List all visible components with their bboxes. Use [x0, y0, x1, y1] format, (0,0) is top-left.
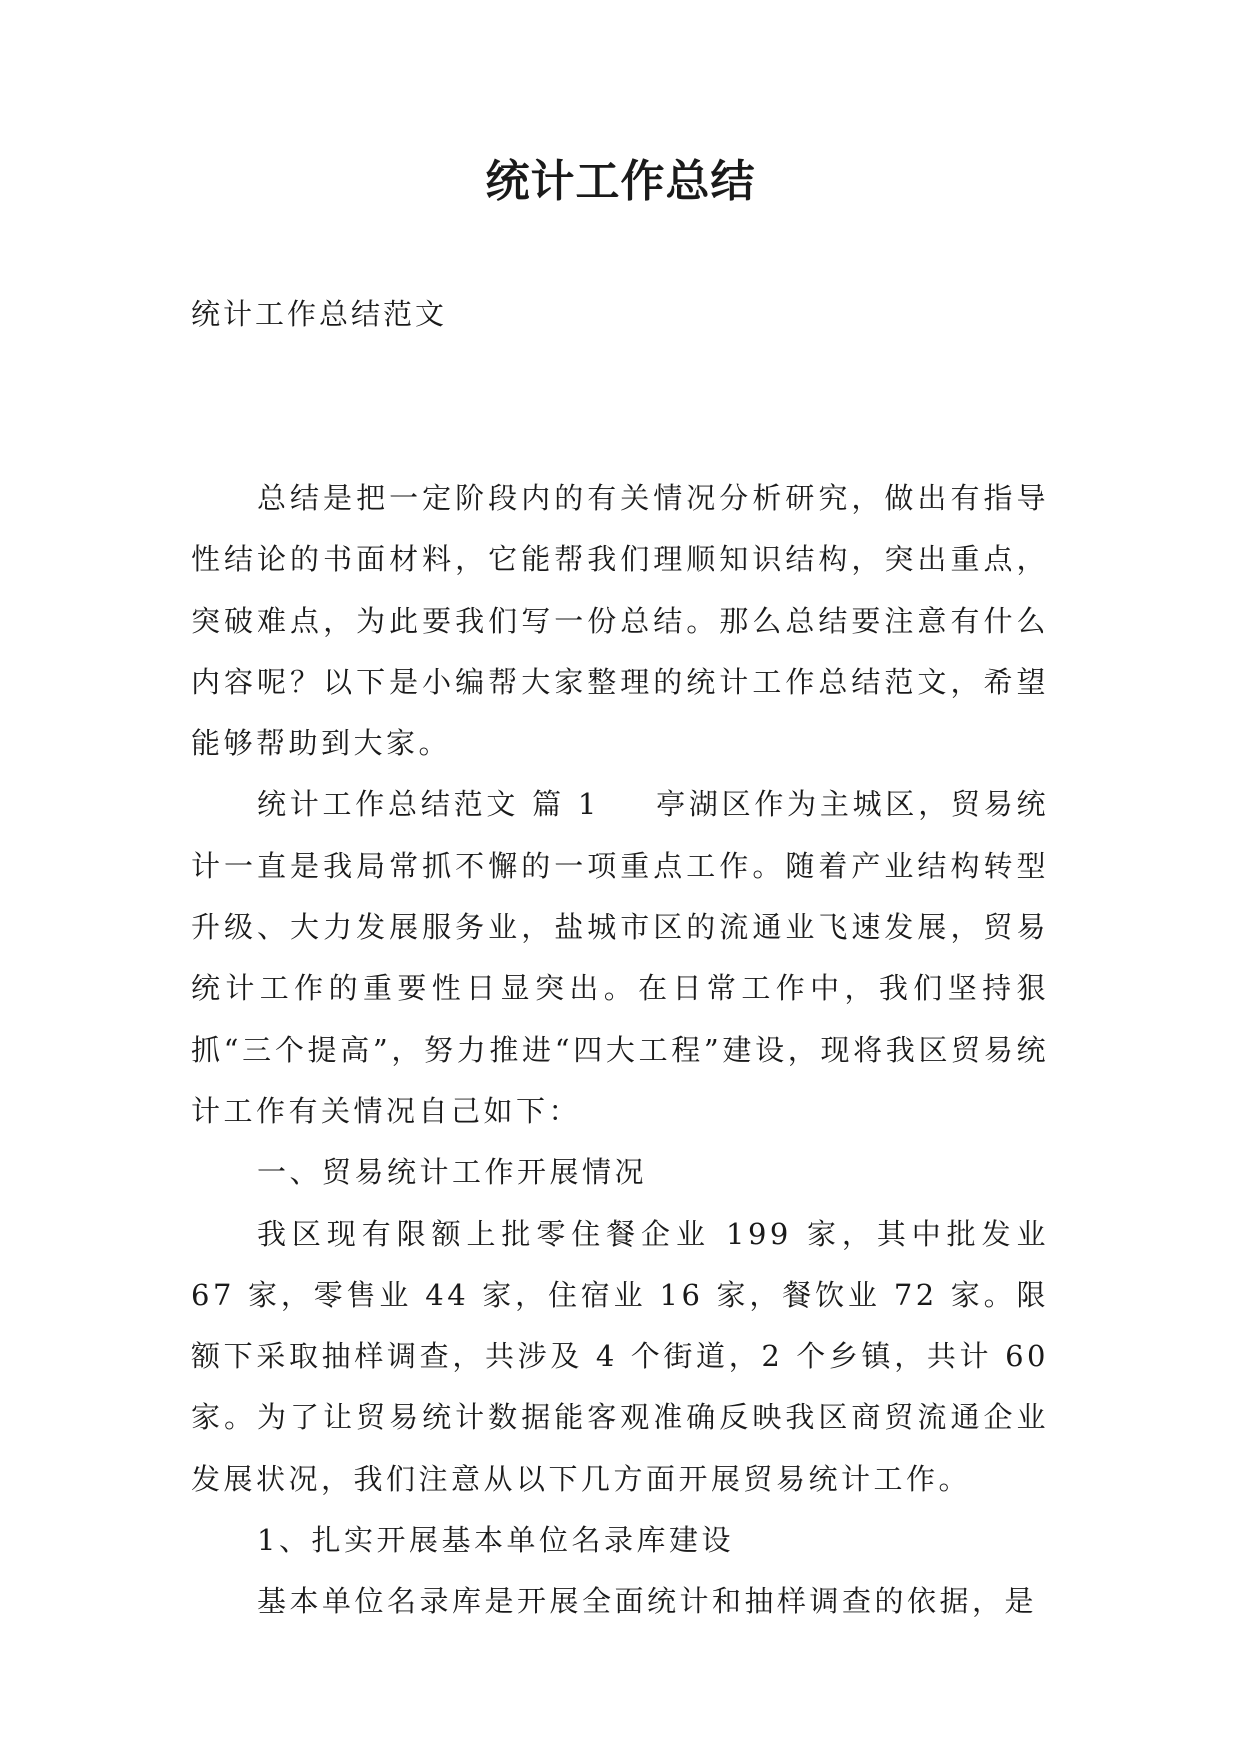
document-subtitle: 统计工作总结范文	[191, 297, 448, 331]
article-label: 统计工作总结范文 篇 1	[257, 787, 600, 822]
section-heading: 一、贸易统计工作开展情况	[257, 1155, 648, 1190]
document-body	[191, 468, 1049, 1633]
subsection-heading: 1、扎实开展基本单位名录库建设	[257, 1523, 734, 1558]
section-paragraph: 我区现有限额上批零住餐企业 199 家，其中批发业 67 家，零售业 44 家，住宿业 16 家，餐饮业 72 家。限额下采取抽样调查，共涉及 4 个街道，2 个乡镇，共计 60 家。为了让贸易统计数据能客观准确反映我区商贸流通企业发展状况，我们注意从以下几方面开展贸易统计工作。	[191, 1216, 1049, 1496]
intro-paragraph: 总结是把一定阶段内的有关情况分析研究，做出有指导性结论的书面材料，它能帮我们理顺知识结构，突出重点，突破难点，为此要我们写一份总结。那么总结要注意有什么内容呢？以下是小编帮大家整理的统计工作总结范文，希望能够帮助到大家。	[191, 481, 1049, 761]
article-first-text: 亭湖区作为主城区，贸易统计一直是我局常抓不懈的一项重点工作。随着产业结构转型升级、大力发展服务业，盐城市区的流通业飞速发展，贸易统计工作的重要性日显突出。在日常工作中，我们坚持狠抓“三个提高”，努力推进“四大工程”建设，现将我区贸易统计工作有关情况自己如下：	[191, 787, 1049, 1128]
document-title: 统计工作总结	[485, 156, 756, 207]
article-paragraph	[191, 774, 1049, 1142]
subsection-paragraph: 基本单位名录库是开展全面统计和抽样调查的依据，是	[257, 1584, 1038, 1619]
